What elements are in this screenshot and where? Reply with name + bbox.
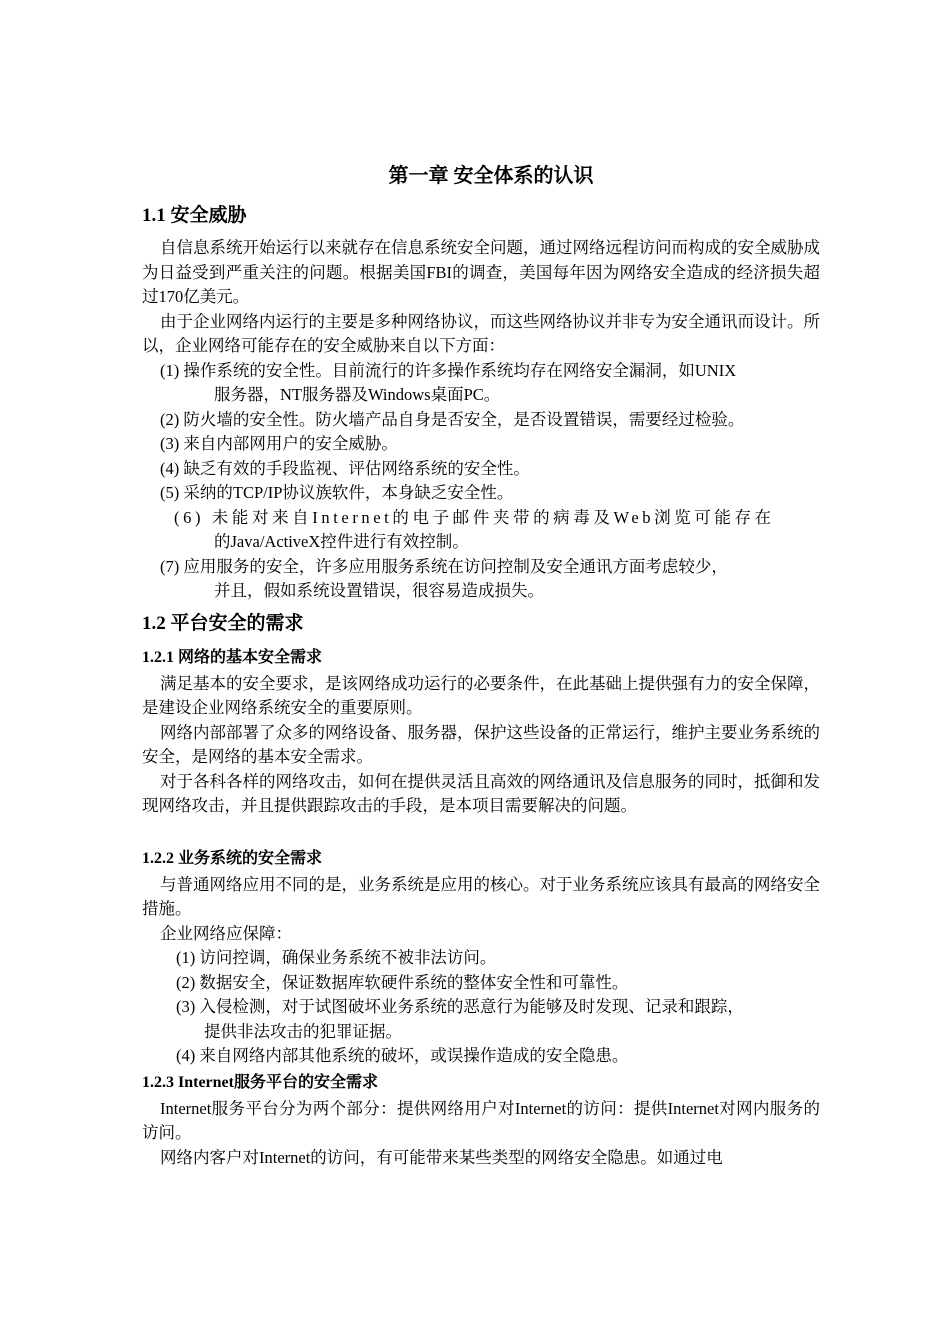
paragraph: 自信息系统开始运行以来就存在信息系统安全问题，通过网络远程访问而构成的安全威胁成为日益受到严重关注的问题。根据美国FBI的调查，美国每年因为网络安全造成的经济损失超过170亿美元。 (142, 238, 820, 306)
list-item (160, 408, 820, 433)
threat-list (142, 359, 820, 604)
paragraph: Internet服务平台分为两个部分：提供网络用户对Internet的访问：提供Internet对网内服务的访问。 (142, 1098, 820, 1142)
subsection-heading-1-2-1: 1.2.1 网络的基本安全需求 (142, 648, 323, 666)
paragraph: 企业网络应保障： (160, 923, 292, 943)
list-item (176, 995, 820, 1044)
list-item-text: (3) 入侵检测，对于试图破坏业务系统的恶意行为能够及时发现、记录和跟踪， (176, 997, 744, 1016)
subsection-heading-1-2-2: 1.2.2 业务系统的安全需求 (142, 849, 323, 867)
paragraph: 由于企业网络内运行的主要是多种网络协议，而这些网络协议并非专为安全通讯而设计。所以，企业网络可能存在的安全威胁来自以下方面： (142, 311, 820, 355)
list-item (160, 432, 820, 457)
list-item (160, 359, 820, 408)
list-item-text: (2) 防火墙的安全性。防火墙产品自身是否安全，是否设置错误，需要经过检验。 (160, 409, 745, 429)
list-item-continuation: 的Java/ActiveX控件进行有效控制。 (214, 532, 469, 551)
list-item-text: (1) 操作系统的安全性。目前流行的许多操作系统均存在网络安全漏洞，如UNIX (160, 360, 737, 380)
list-item-text: (6) 未能对来自Internet的电子邮件夹带的病毒及Web浏览可能存在 (174, 507, 775, 527)
section-heading-1-2: 1.2 平台安全的需求 (142, 612, 304, 634)
list-item-continuation: 服务器，NT服务器及Windows桌面PC。 (214, 385, 501, 404)
list-item-continuation: 并且，假如系统设置错误，很容易造成损失。 (214, 581, 544, 600)
list-item-text: (4) 来自网络内部其他系统的破坏，或误操作造成的安全隐患。 (176, 1046, 629, 1065)
section-heading-1-1: 1.1 安全威胁 (142, 205, 247, 226)
list-item (176, 971, 820, 996)
list-item-text: (3) 来自内部网用户的安全威胁。 (160, 434, 398, 453)
paragraph: 网络内客户对Internet的访问，有可能带来某些类型的网络安全隐患。如通过电 (160, 1147, 723, 1167)
list-item-text: (5) 采纳的TCP/IP协议族软件，本身缺乏安全性。 (160, 483, 514, 502)
list-item-text: (1) 访问控调，确保业务系统不被非法访问。 (176, 948, 497, 967)
chapter-title: 第一章 安全体系的认识 (388, 165, 594, 187)
paragraph: 满足基本的安全要求，是该网络成功运行的必要条件，在此基础上提供强有力的安全保障，是建设企业网络系统安全的重要原则。 (142, 673, 820, 717)
list-item-continuation: 提供非法攻击的犯罪证据。 (204, 1021, 402, 1041)
list-item-text: (2) 数据安全，保证数据库软硬件系统的整体安全性和可靠性。 (176, 972, 629, 992)
list-item (160, 481, 820, 506)
list-item (176, 946, 820, 971)
paragraph: 对于各科各样的网络攻击，如何在提供灵活且高效的网络通讯及信息服务的同时，抵御和发现网络攻击，并且提供跟踪攻击的手段，是本项目需要解决的问题。 (142, 771, 820, 815)
list-item (160, 457, 820, 482)
list-item-text: (4) 缺乏有效的手段监视、评估网络系统的安全性。 (160, 458, 530, 478)
list-item (176, 1044, 820, 1069)
subsection-heading-1-2-3: 1.2.3 Internet服务平台的安全需求 (142, 1073, 378, 1091)
list-item (160, 555, 820, 604)
requirement-list (142, 946, 820, 1069)
paragraph: 网络内部部署了众多的网络设备、服务器，保护这些设备的正常运行，维护主要业务系统的安全，是网络的基本安全需求。 (142, 722, 820, 766)
list-item-text: (7) 应用服务的安全，许多应用服务系统在访问控制及安全通讯方面考虑较少， (160, 556, 728, 576)
document-body (142, 162, 820, 1170)
paragraph: 与普通网络应用不同的是，业务系统是应用的核心。对于业务系统应该具有最高的网络安全措施。 (142, 874, 820, 918)
list-item (160, 506, 820, 555)
